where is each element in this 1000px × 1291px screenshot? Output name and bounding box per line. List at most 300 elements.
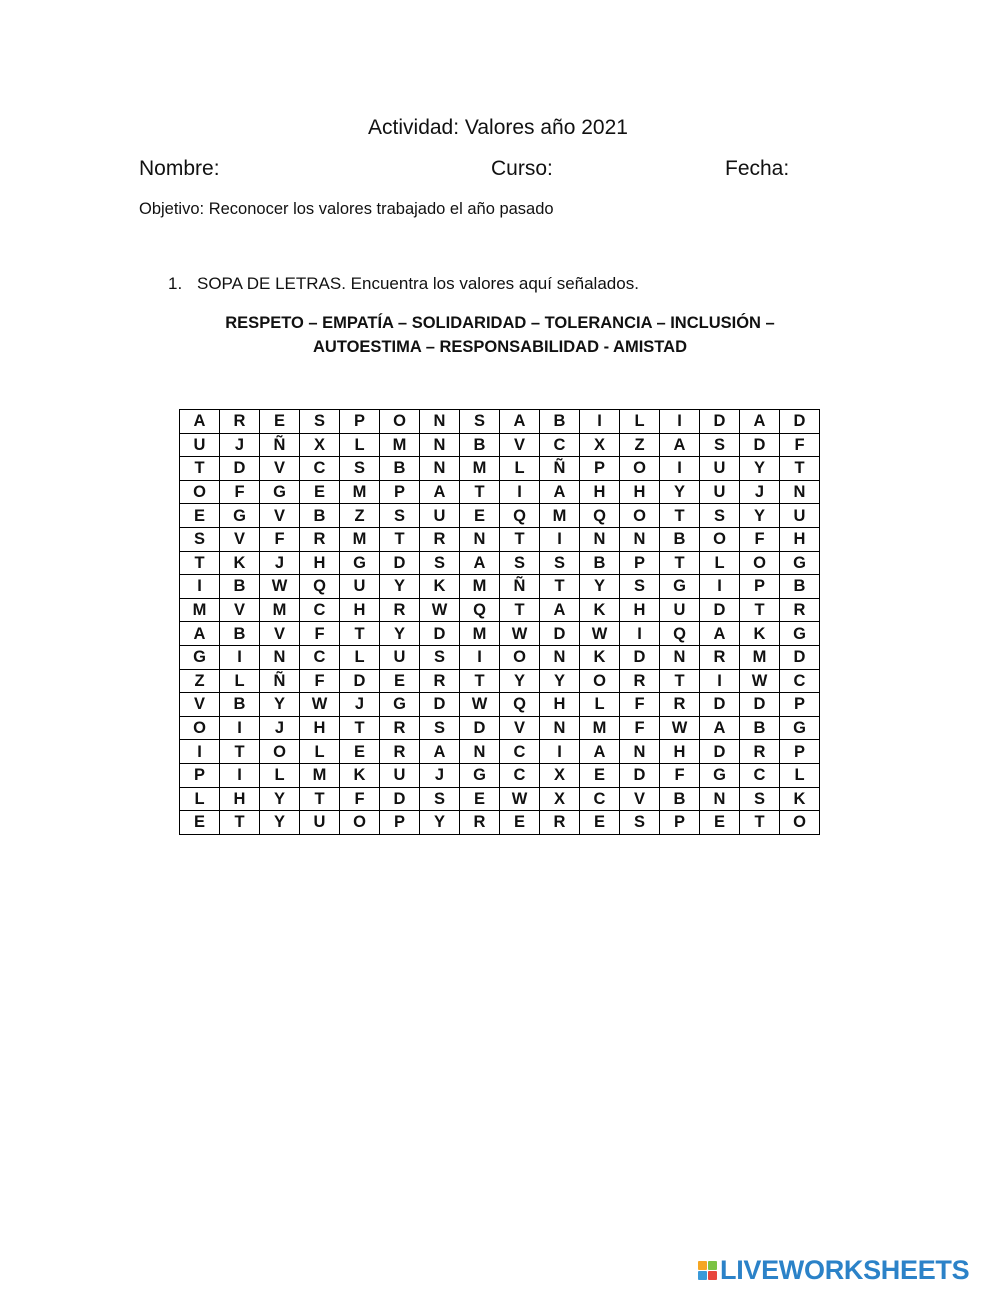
grid-cell[interactable]: K xyxy=(220,551,260,575)
grid-cell[interactable]: D xyxy=(540,622,580,646)
grid-cell[interactable]: C xyxy=(500,740,540,764)
grid-cell[interactable]: I xyxy=(700,669,740,693)
grid-cell[interactable]: U xyxy=(420,504,460,528)
grid-cell[interactable]: U xyxy=(660,598,700,622)
grid-cell[interactable]: J xyxy=(420,763,460,787)
grid-cell[interactable]: D xyxy=(620,645,660,669)
grid-cell[interactable]: L xyxy=(340,645,380,669)
grid-cell[interactable]: Y xyxy=(540,669,580,693)
grid-cell[interactable]: N xyxy=(580,527,620,551)
grid-cell[interactable]: T xyxy=(660,504,700,528)
grid-cell[interactable]: W xyxy=(420,598,460,622)
grid-cell[interactable]: J xyxy=(260,716,300,740)
grid-row xyxy=(180,551,820,575)
brand-name: LIVEWORKSHEETS xyxy=(720,1254,970,1285)
grid-cell[interactable]: L xyxy=(580,693,620,717)
grid-cell[interactable]: R xyxy=(660,693,700,717)
grid-cell[interactable]: I xyxy=(580,410,620,434)
grid-cell[interactable]: G xyxy=(460,763,500,787)
grid-cell[interactable]: H xyxy=(580,480,620,504)
grid-cell[interactable]: D xyxy=(340,669,380,693)
grid-cell[interactable]: J xyxy=(220,433,260,457)
logo-block xyxy=(708,1271,717,1280)
grid-row xyxy=(180,693,820,717)
grid-cell[interactable]: C xyxy=(300,457,340,481)
grid-cell[interactable]: I xyxy=(540,740,580,764)
grid-cell[interactable]: R xyxy=(380,598,420,622)
grid-cell[interactable]: O xyxy=(700,527,740,551)
grid-cell[interactable]: B xyxy=(580,551,620,575)
grid-cell[interactable]: T xyxy=(220,811,260,835)
grid-cell[interactable]: V xyxy=(620,787,660,811)
grid-cell[interactable]: E xyxy=(260,410,300,434)
grid-row xyxy=(180,622,820,646)
grid-cell[interactable]: N xyxy=(260,645,300,669)
grid-cell[interactable]: R xyxy=(380,716,420,740)
grid-cell[interactable]: D xyxy=(460,716,500,740)
grid-cell[interactable]: K xyxy=(340,763,380,787)
grid-cell[interactable]: P xyxy=(580,457,620,481)
grid-cell[interactable]: P xyxy=(340,410,380,434)
grid-cell[interactable]: Q xyxy=(500,693,540,717)
grid-cell[interactable]: R xyxy=(380,740,420,764)
grid-cell[interactable]: M xyxy=(460,575,500,599)
grid-cell[interactable]: G xyxy=(180,645,220,669)
grid-cell[interactable]: T xyxy=(460,669,500,693)
grid-row xyxy=(180,763,820,787)
grid-cell[interactable]: M xyxy=(300,763,340,787)
grid-cell[interactable]: X xyxy=(580,433,620,457)
grid-cell[interactable]: E xyxy=(700,811,740,835)
grid-cell[interactable]: P xyxy=(620,551,660,575)
grid-cell[interactable]: T xyxy=(180,457,220,481)
grid-cell[interactable]: D xyxy=(700,740,740,764)
grid-cell[interactable]: O xyxy=(180,480,220,504)
grid-cell[interactable]: G xyxy=(380,693,420,717)
grid-cell[interactable]: H xyxy=(340,598,380,622)
grid-cell[interactable]: H xyxy=(220,787,260,811)
grid-cell[interactable]: E xyxy=(180,811,220,835)
grid-cell[interactable]: S xyxy=(420,551,460,575)
grid-cell[interactable]: S xyxy=(500,551,540,575)
grid-cell[interactable]: J xyxy=(740,480,780,504)
grid-cell[interactable]: P xyxy=(780,693,820,717)
grid-cell[interactable]: U xyxy=(780,504,820,528)
grid-cell[interactable]: U xyxy=(300,811,340,835)
grid-cell[interactable]: O xyxy=(740,551,780,575)
grid-cell[interactable]: B xyxy=(540,410,580,434)
word-search-grid[interactable] xyxy=(179,409,820,835)
grid-cell[interactable]: N xyxy=(540,645,580,669)
grid-cell[interactable]: Y xyxy=(260,787,300,811)
grid-cell[interactable]: Y xyxy=(660,480,700,504)
word-list-line: AUTOESTIMA – RESPONSABILIDAD - AMISTAD xyxy=(312,338,687,356)
grid-cell[interactable]: H xyxy=(660,740,700,764)
grid-cell[interactable]: D xyxy=(380,551,420,575)
grid-cell[interactable]: I xyxy=(700,575,740,599)
grid-cell[interactable]: U xyxy=(380,763,420,787)
grid-cell[interactable]: F xyxy=(740,527,780,551)
grid-cell[interactable]: N xyxy=(660,645,700,669)
grid-cell[interactable]: B xyxy=(220,622,260,646)
grid-cell[interactable]: A xyxy=(700,622,740,646)
grid-cell[interactable]: D xyxy=(380,787,420,811)
grid-cell[interactable]: N xyxy=(420,410,460,434)
grid-cell[interactable]: Ñ xyxy=(500,575,540,599)
grid-cell[interactable]: B xyxy=(380,457,420,481)
grid-cell[interactable]: N xyxy=(540,716,580,740)
grid-cell[interactable]: M xyxy=(540,504,580,528)
grid-cell[interactable]: J xyxy=(260,551,300,575)
grid-cell[interactable]: D xyxy=(780,645,820,669)
grid-cell[interactable]: O xyxy=(260,740,300,764)
grid-cell[interactable]: I xyxy=(220,645,260,669)
grid-cell[interactable]: B xyxy=(660,527,700,551)
grid-cell[interactable]: S xyxy=(620,811,660,835)
grid-cell[interactable]: V xyxy=(260,622,300,646)
grid-cell[interactable]: A xyxy=(740,410,780,434)
grid-cell[interactable]: Q xyxy=(580,504,620,528)
grid-cell[interactable]: O xyxy=(180,716,220,740)
grid-cell[interactable]: T xyxy=(340,622,380,646)
grid-cell[interactable]: V xyxy=(500,716,540,740)
grid-cell[interactable]: Ñ xyxy=(540,457,580,481)
grid-cell[interactable]: P xyxy=(380,811,420,835)
grid-cell[interactable]: Y xyxy=(380,575,420,599)
grid-cell[interactable]: F xyxy=(620,693,660,717)
grid-cell[interactable]: S xyxy=(460,410,500,434)
grid-cell[interactable]: D xyxy=(620,763,660,787)
grid-cell[interactable]: R xyxy=(420,669,460,693)
grid-cell[interactable]: N xyxy=(620,740,660,764)
grid-cell[interactable]: R xyxy=(300,527,340,551)
grid-cell[interactable]: E xyxy=(340,740,380,764)
grid-cell[interactable]: M xyxy=(380,433,420,457)
grid-cell[interactable]: B xyxy=(220,693,260,717)
grid-cell[interactable]: R xyxy=(420,527,460,551)
grid-cell[interactable]: R xyxy=(740,740,780,764)
liveworksheets-brand xyxy=(698,1255,969,1285)
grid-cell[interactable]: G xyxy=(780,551,820,575)
grid-cell[interactable]: Q xyxy=(660,622,700,646)
grid-cell[interactable]: Y xyxy=(420,811,460,835)
grid-cell[interactable]: Y xyxy=(740,457,780,481)
grid-cell[interactable]: I xyxy=(500,480,540,504)
grid-cell[interactable]: D xyxy=(740,693,780,717)
grid-cell[interactable]: C xyxy=(300,598,340,622)
grid-cell[interactable]: S xyxy=(180,527,220,551)
grid-cell[interactable]: D xyxy=(700,410,740,434)
grid-cell[interactable]: K xyxy=(580,598,620,622)
grid-cell[interactable]: T xyxy=(660,669,700,693)
grid-cell[interactable]: S xyxy=(420,787,460,811)
grid-cell[interactable]: E xyxy=(460,504,500,528)
grid-cell[interactable]: O xyxy=(780,811,820,835)
grid-cell[interactable]: F xyxy=(220,480,260,504)
grid-cell[interactable]: C xyxy=(500,763,540,787)
grid-cell[interactable]: M xyxy=(340,480,380,504)
grid-cell[interactable]: Ñ xyxy=(260,669,300,693)
grid-cell[interactable]: O xyxy=(380,410,420,434)
grid-cell[interactable]: M xyxy=(180,598,220,622)
grid-cell[interactable]: N xyxy=(460,740,500,764)
grid-cell[interactable]: Q xyxy=(300,575,340,599)
grid-cell[interactable]: O xyxy=(620,504,660,528)
grid-cell[interactable]: O xyxy=(340,811,380,835)
grid-cell[interactable]: E xyxy=(300,480,340,504)
grid-cell[interactable]: E xyxy=(380,669,420,693)
grid-cell[interactable]: S xyxy=(700,504,740,528)
grid-cell[interactable]: I xyxy=(220,763,260,787)
grid-cell[interactable]: K xyxy=(580,645,620,669)
grid-cell[interactable]: M xyxy=(460,457,500,481)
grid-row xyxy=(180,811,820,835)
grid-cell[interactable]: E xyxy=(180,504,220,528)
grid-cell[interactable]: W xyxy=(460,693,500,717)
grid-cell[interactable]: S xyxy=(340,457,380,481)
grid-cell[interactable]: Q xyxy=(460,598,500,622)
grid-cell[interactable]: S xyxy=(620,575,660,599)
grid-cell[interactable]: H xyxy=(620,598,660,622)
grid-cell[interactable]: V xyxy=(500,433,540,457)
grid-cell[interactable]: U xyxy=(380,645,420,669)
grid-cell[interactable]: C xyxy=(580,787,620,811)
grid-cell[interactable]: T xyxy=(740,598,780,622)
grid-cell[interactable]: H xyxy=(620,480,660,504)
grid-cell[interactable]: I xyxy=(180,740,220,764)
grid-cell[interactable]: D xyxy=(740,433,780,457)
grid-cell[interactable]: N xyxy=(780,480,820,504)
grid-cell[interactable]: I xyxy=(660,457,700,481)
grid-cell[interactable]: H xyxy=(300,716,340,740)
grid-cell[interactable]: Z xyxy=(340,504,380,528)
grid-cell[interactable]: B xyxy=(740,716,780,740)
grid-cell[interactable]: L xyxy=(300,740,340,764)
grid-cell[interactable]: F xyxy=(780,433,820,457)
grid-cell[interactable]: V xyxy=(220,598,260,622)
grid-cell[interactable]: S xyxy=(420,645,460,669)
grid-cell[interactable]: Z xyxy=(620,433,660,457)
grid-cell[interactable]: T xyxy=(500,598,540,622)
grid-cell[interactable]: C xyxy=(300,645,340,669)
grid-cell[interactable]: X xyxy=(300,433,340,457)
grid-cell[interactable]: Q xyxy=(500,504,540,528)
grid-cell[interactable]: P xyxy=(380,480,420,504)
grid-cell[interactable]: W xyxy=(260,575,300,599)
grid-cell[interactable]: F xyxy=(260,527,300,551)
grid-cell[interactable]: V xyxy=(180,693,220,717)
grid-cell[interactable]: V xyxy=(220,527,260,551)
grid-cell[interactable]: I xyxy=(220,716,260,740)
grid-cell[interactable]: E xyxy=(580,811,620,835)
grid-cell[interactable]: R xyxy=(780,598,820,622)
grid-cell[interactable]: C xyxy=(540,433,580,457)
grid-cell[interactable]: C xyxy=(740,763,780,787)
grid-cell[interactable]: B xyxy=(300,504,340,528)
grid-cell[interactable]: D xyxy=(700,693,740,717)
grid-cell[interactable]: S xyxy=(740,787,780,811)
grid-cell[interactable]: R xyxy=(460,811,500,835)
grid-cell[interactable]: T xyxy=(340,716,380,740)
grid-cell[interactable]: U xyxy=(340,575,380,599)
grid-cell[interactable]: A xyxy=(540,480,580,504)
grid-cell[interactable]: T xyxy=(220,740,260,764)
grid-cell[interactable]: C xyxy=(780,669,820,693)
grid-cell[interactable]: R xyxy=(220,410,260,434)
grid-cell[interactable]: Y xyxy=(500,669,540,693)
grid-cell[interactable]: F xyxy=(340,787,380,811)
grid-cell[interactable]: L xyxy=(220,669,260,693)
grid-cell[interactable]: G xyxy=(220,504,260,528)
grid-cell[interactable]: L xyxy=(780,763,820,787)
grid-cell[interactable]: U xyxy=(700,457,740,481)
grid-cell[interactable]: N xyxy=(420,433,460,457)
grid-cell[interactable]: L xyxy=(620,410,660,434)
grid-cell[interactable]: Y xyxy=(740,504,780,528)
grid-cell[interactable]: T xyxy=(460,480,500,504)
grid-cell[interactable]: A xyxy=(420,480,460,504)
grid-cell[interactable]: I xyxy=(540,527,580,551)
grid-cell[interactable]: V xyxy=(260,504,300,528)
grid-cell[interactable]: K xyxy=(780,787,820,811)
grid-cell[interactable]: F xyxy=(300,622,340,646)
grid-cell[interactable]: W xyxy=(580,622,620,646)
grid-cell[interactable]: A xyxy=(460,551,500,575)
grid-cell[interactable]: T xyxy=(660,551,700,575)
grid-cell[interactable]: D xyxy=(420,622,460,646)
grid-cell[interactable]: F xyxy=(300,669,340,693)
grid-cell[interactable]: N xyxy=(460,527,500,551)
grid-cell[interactable]: H xyxy=(540,693,580,717)
grid-cell[interactable]: Y xyxy=(260,693,300,717)
grid-cell[interactable]: O xyxy=(620,457,660,481)
grid-cell[interactable]: A xyxy=(700,716,740,740)
grid-cell[interactable]: U xyxy=(700,480,740,504)
grid-cell[interactable]: P xyxy=(180,763,220,787)
grid-cell[interactable]: D xyxy=(220,457,260,481)
grid-cell[interactable]: G xyxy=(340,551,380,575)
grid-cell[interactable]: A xyxy=(580,740,620,764)
grid-cell[interactable]: M xyxy=(260,598,300,622)
grid-cell[interactable]: G xyxy=(780,622,820,646)
grid-cell[interactable]: Ñ xyxy=(260,433,300,457)
grid-cell[interactable]: W xyxy=(300,693,340,717)
grid-cell[interactable]: S xyxy=(420,716,460,740)
grid-cell[interactable]: G xyxy=(260,480,300,504)
instruction-text: SOPA DE LETRAS. Encuentra los valores aquí señalados. xyxy=(197,274,639,293)
grid-cell[interactable]: B xyxy=(460,433,500,457)
grid-cell[interactable]: L xyxy=(340,433,380,457)
grid-cell[interactable]: P xyxy=(740,575,780,599)
grid-cell[interactable]: I xyxy=(180,575,220,599)
grid-cell[interactable]: T xyxy=(540,575,580,599)
grid-cell[interactable]: T xyxy=(300,787,340,811)
grid-cell[interactable]: Y xyxy=(380,622,420,646)
grid-cell[interactable]: J xyxy=(340,693,380,717)
grid-cell[interactable]: H xyxy=(300,551,340,575)
grid-cell[interactable]: D xyxy=(780,410,820,434)
grid-cell[interactable]: A xyxy=(180,622,220,646)
grid-cell[interactable]: R xyxy=(700,645,740,669)
grid-cell[interactable]: A xyxy=(420,740,460,764)
grid-cell[interactable]: R xyxy=(540,811,580,835)
grid-cell[interactable]: I xyxy=(460,645,500,669)
grid-cell[interactable]: E xyxy=(580,763,620,787)
grid-cell[interactable]: G xyxy=(700,763,740,787)
grid-cell[interactable]: B xyxy=(220,575,260,599)
grid-cell[interactable]: T xyxy=(380,527,420,551)
grid-cell[interactable]: F xyxy=(620,716,660,740)
grid-cell[interactable]: M xyxy=(340,527,380,551)
grid-cell[interactable]: M xyxy=(740,645,780,669)
grid-cell[interactable]: Y xyxy=(260,811,300,835)
grid-cell[interactable]: W xyxy=(500,787,540,811)
grid-cell[interactable]: S xyxy=(540,551,580,575)
grid-cell[interactable]: I xyxy=(620,622,660,646)
grid-cell[interactable]: L xyxy=(260,763,300,787)
grid-cell[interactable]: P xyxy=(780,740,820,764)
grid-cell[interactable]: M xyxy=(460,622,500,646)
grid-cell[interactable]: U xyxy=(180,433,220,457)
grid-cell[interactable]: V xyxy=(260,457,300,481)
grid-cell[interactable]: P xyxy=(660,811,700,835)
liveworksheets-logo-icon xyxy=(698,1261,717,1280)
grid-cell[interactable]: D xyxy=(700,598,740,622)
grid-cell[interactable]: F xyxy=(660,763,700,787)
grid-cell[interactable]: L xyxy=(500,457,540,481)
grid-cell[interactable]: Y xyxy=(580,575,620,599)
grid-cell[interactable]: A xyxy=(540,598,580,622)
grid-cell[interactable]: S xyxy=(300,410,340,434)
grid-cell[interactable]: N xyxy=(700,787,740,811)
grid-cell[interactable]: G xyxy=(780,716,820,740)
grid-cell[interactable]: Z xyxy=(180,669,220,693)
grid-cell[interactable]: G xyxy=(660,575,700,599)
grid-cell[interactable]: A xyxy=(180,410,220,434)
grid-cell[interactable]: M xyxy=(580,716,620,740)
grid-cell[interactable]: R xyxy=(620,669,660,693)
grid-cell[interactable]: D xyxy=(420,693,460,717)
grid-cell[interactable]: I xyxy=(660,410,700,434)
grid-cell[interactable]: B xyxy=(660,787,700,811)
grid-cell[interactable]: T xyxy=(740,811,780,835)
grid-cell[interactable]: X xyxy=(540,763,580,787)
grid-cell[interactable]: O xyxy=(500,645,540,669)
grid-cell[interactable]: H xyxy=(780,527,820,551)
grid-cell[interactable]: K xyxy=(420,575,460,599)
grid-cell[interactable]: T xyxy=(780,457,820,481)
grid-cell[interactable]: A xyxy=(500,410,540,434)
grid-cell[interactable]: T xyxy=(500,527,540,551)
grid-cell[interactable]: N xyxy=(420,457,460,481)
grid-cell[interactable]: X xyxy=(540,787,580,811)
grid-cell[interactable]: N xyxy=(620,527,660,551)
grid-cell[interactable]: K xyxy=(740,622,780,646)
grid-cell[interactable]: W xyxy=(660,716,700,740)
grid-cell[interactable]: A xyxy=(660,433,700,457)
grid-cell[interactable]: E xyxy=(500,811,540,835)
grid-cell[interactable]: T xyxy=(180,551,220,575)
grid-cell[interactable]: S xyxy=(700,433,740,457)
grid-cell[interactable]: O xyxy=(580,669,620,693)
grid-cell[interactable]: L xyxy=(700,551,740,575)
grid-cell[interactable]: W xyxy=(500,622,540,646)
grid-cell[interactable]: L xyxy=(180,787,220,811)
grid-cell[interactable]: W xyxy=(740,669,780,693)
grid-cell[interactable]: E xyxy=(460,787,500,811)
grid-cell[interactable]: S xyxy=(380,504,420,528)
grid-cell[interactable]: B xyxy=(780,575,820,599)
